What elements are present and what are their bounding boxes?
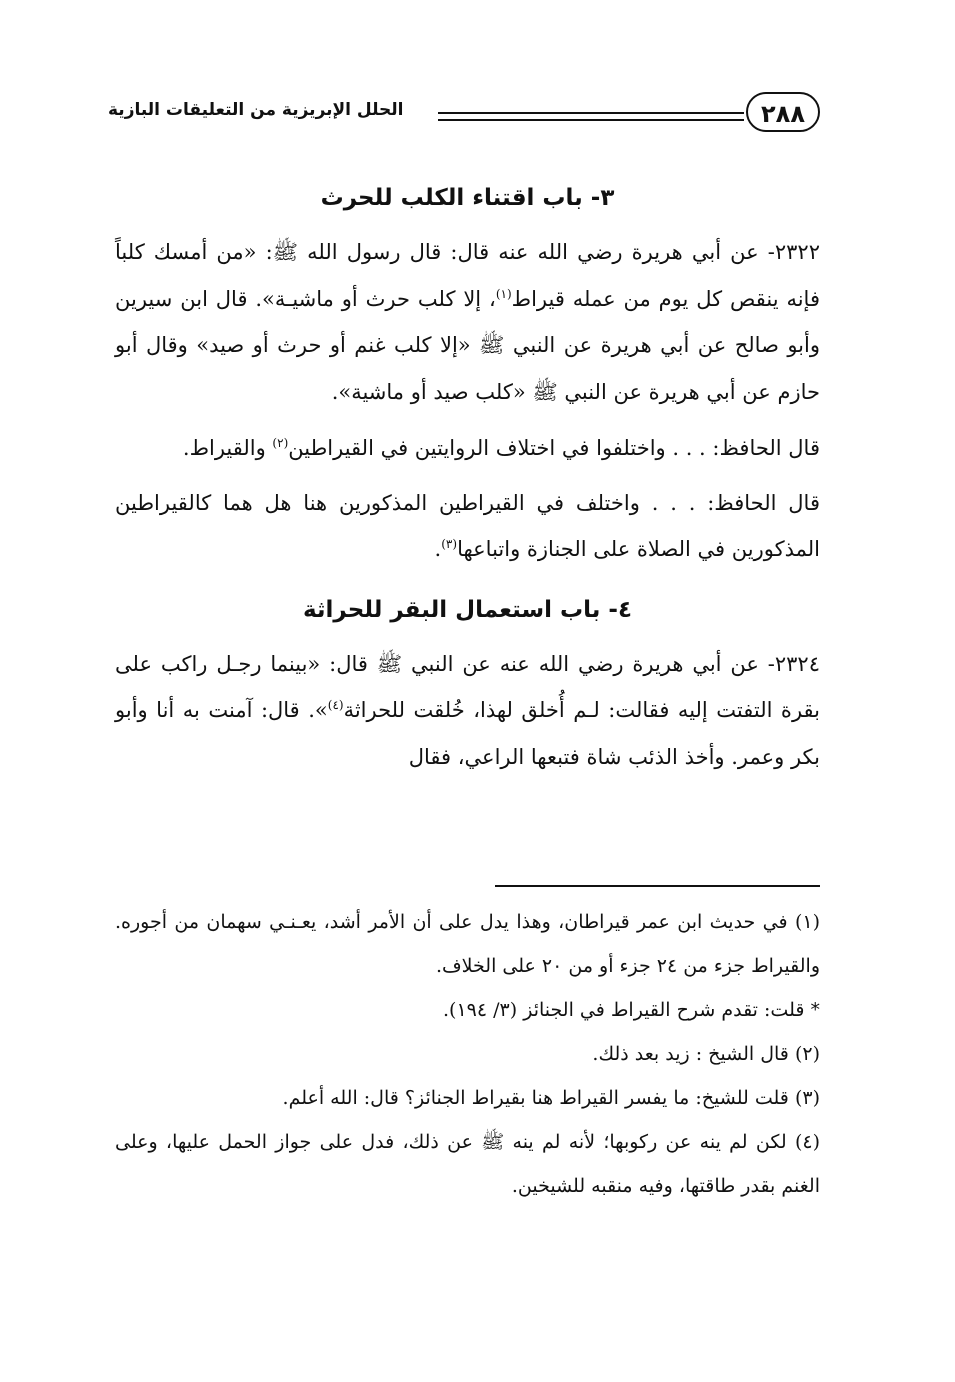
- paragraph-text: ٢٣٢٢- عن أبي هريرة رضي الله عنه قال: قال رسول الله ﷺ: «من أمسك كلباً فإنه ينقص كل يوم من عمله قيراط: [115, 240, 820, 311]
- hadith-paragraph: [115, 641, 820, 781]
- paragraph-text-after: ». قال: آمنت به أنا وأبو بكر وعمر. وأخذ الذئب شاة فتبعها الراعي، فقال: [115, 698, 820, 769]
- paragraph-text-after: ، إلا كلب حرث أو ماشيـة». قال ابن سيرين وأبو صالح عن أبي هريرة عن النبي ﷺ «إلا كلب غنم أو حرث أو صيد» وقال أبو حازم عن أبي هريرة عن النبي ﷺ «كلب صيد أو ماشية».: [115, 286, 820, 404]
- footnotes: [115, 900, 820, 1208]
- commentary-paragraph: [115, 480, 820, 573]
- footnote-marker: *: [810, 999, 820, 1021]
- running-title: الحلل الإبريزية من التعليقات البازية: [108, 100, 404, 120]
- footnote-marker: (٣): [794, 1087, 820, 1109]
- paragraph-text: ٢٣٢٤- عن أبي هريرة رضي الله عنه عن النبي ﷺ قال: «بينما رجـل راكب على بقرة التفتت إليه فقالت: لـم أُخلق لهذا، خُلقت للحراثة: [115, 651, 820, 722]
- header-rule: [438, 112, 744, 121]
- footnote-marker: (٢): [794, 1043, 820, 1065]
- footnote: [115, 1032, 820, 1076]
- main-text: [115, 175, 820, 788]
- footnote-ref: (٤): [327, 698, 344, 712]
- footnote: [115, 1120, 820, 1208]
- chapter-title: ٤- باب استعمال البقر للحراثة: [302, 596, 633, 623]
- paragraph-text: قال الحافظ: . . . واختلفوا في اختلاف الروايتين في القيراطين: [288, 436, 820, 460]
- footnote-text: في حديث ابن عمر قيراطان، وهذا يدل على أن الأمر أشد، يعـنـي سهمان من أجوره. والقيراط جزء من ٢٤ جزء أو من ٢٠ على الخلاف.: [115, 911, 820, 977]
- footnote-ref: (١): [495, 286, 512, 301]
- footnote-ref: (٢): [272, 436, 289, 450]
- footnote: [115, 1076, 820, 1120]
- footnote-marker: (١): [794, 911, 821, 933]
- footnote-text: قلت: تقدم شرح القيراط في الجنائز (٣/ ١٩٤).: [443, 999, 805, 1021]
- page-header: [108, 92, 820, 136]
- chapter-title: ٣- باب اقتناء الكلب للحرث: [320, 185, 615, 211]
- paragraph-text: قال الحافظ: . . . واختلف في القيراطين المذكورين هنا هل هما كالقيراطين المذكورين في الصلاة على الجنازة واتباعها: [115, 490, 820, 561]
- paragraph-text-after: والقيراط.: [182, 436, 273, 460]
- hadith-paragraph: [115, 229, 820, 415]
- paragraph-text-after: .: [434, 537, 442, 561]
- footnote-separator: [495, 885, 820, 887]
- page-number: ٢٨٨: [746, 92, 820, 132]
- footnote-text: لكن لم ينه عن ركوبها؛ لأنه لم ينه ﷺ عن ذلك، فدل على جواز الحمل عليها، وعلى الغنم بقدر طاقتها، وفيه منقبه للشيخين.: [115, 1131, 820, 1197]
- footnote-note: [115, 988, 820, 1032]
- commentary-paragraph: [115, 425, 820, 472]
- footnote-marker: (٤): [794, 1131, 820, 1153]
- footnote-text: قلت للشيخ: ما يفسر القيراط هنا بقيراط الجنائز؟ قال: الله أعلم.: [282, 1087, 789, 1109]
- footnote: [115, 900, 820, 988]
- footnote-text: قال الشيخ : زيد بعد ذلك.: [592, 1043, 789, 1065]
- footnote-ref: (٣): [441, 537, 458, 551]
